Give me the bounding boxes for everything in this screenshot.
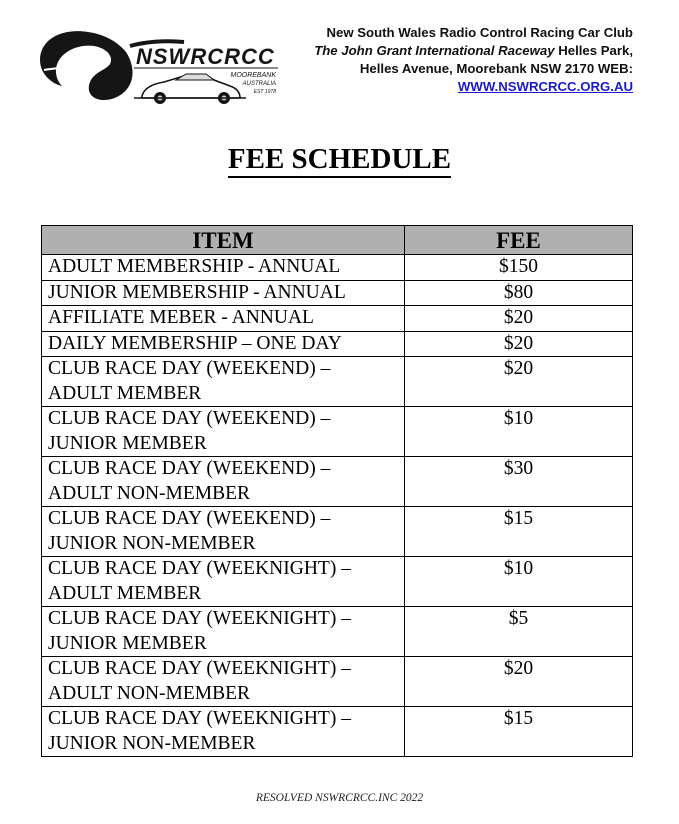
fee-item-line: DAILY MEMBERSHIP – ONE DAY: [48, 332, 342, 354]
fee-amount-cell: $15: [405, 707, 633, 757]
logo-location: MOOREBANK: [230, 72, 276, 79]
club-info: [233, 24, 633, 96]
fee-amount-cell: $20: [405, 657, 633, 707]
fee-item-cell: [42, 507, 405, 557]
raceway-line: [233, 42, 633, 60]
fee-amount-cell: $20: [405, 357, 633, 407]
fee-item-cell: [42, 331, 405, 357]
page-title-text: FEE SCHEDULE: [228, 143, 451, 178]
fee-table-row: [42, 507, 633, 557]
fee-item-line: JUNIOR NON-MEMBER: [48, 532, 256, 554]
fee-amount-cell: $20: [405, 331, 633, 357]
fee-item-line: ADULT MEMBER: [48, 582, 202, 604]
raceway-name: The John Grant International Raceway: [314, 43, 555, 58]
fee-amount-cell: $30: [405, 457, 633, 507]
fee-amount-cell: $150: [405, 255, 633, 281]
fee-item-line: AFFILIATE MEBER - ANNUAL: [48, 307, 314, 328]
fee-item-line: CLUB RACE DAY (WEEKNIGHT) –: [48, 708, 351, 729]
fee-item-cell: [42, 707, 405, 757]
fee-item-line: JUNIOR NON-MEMBER: [48, 732, 256, 754]
fee-table-row: [42, 255, 633, 281]
fee-table-row: [42, 657, 633, 707]
fee-item-line: ADULT MEMBER: [48, 382, 202, 404]
logo-wordmark: NSWRCRCC: [136, 44, 275, 69]
fee-item-line: CLUB RACE DAY (WEEKEND) –: [48, 508, 331, 529]
fee-item-cell: [42, 657, 405, 707]
website-link[interactable]: WWW.NSWRCRCC.ORG.AU: [457, 79, 633, 94]
fee-table-row: [42, 607, 633, 657]
logo-established: EST 1978: [253, 89, 276, 95]
footer-note: RESOLVED NSWRCRCC.INC 2022: [255, 792, 424, 804]
fee-item-cell: [42, 457, 405, 507]
item-column-header: ITEM: [42, 226, 405, 255]
fee-table-header: [42, 226, 633, 255]
fee-item-line: CLUB RACE DAY (WEEKNIGHT) –: [48, 558, 351, 579]
fee-table: [41, 225, 633, 757]
fee-item-line: JUNIOR MEMBERSHIP - ANNUAL: [48, 281, 346, 303]
fee-table-row: [42, 306, 633, 332]
fee-table-row: [42, 407, 633, 457]
fee-item-line: CLUB RACE DAY (WEEKNIGHT) –: [48, 658, 351, 679]
fee-item-cell: [42, 255, 405, 281]
fee-item-cell: [42, 280, 405, 306]
fee-amount-cell: $15: [405, 507, 633, 557]
fee-item-line: JUNIOR MEMBER: [48, 432, 207, 454]
fee-item-cell: [42, 607, 405, 657]
fee-table-row: [42, 707, 633, 757]
fee-table-row: [42, 357, 633, 407]
fee-item-line: CLUB RACE DAY (WEEKEND) –: [48, 458, 331, 479]
fee-item-cell: [42, 407, 405, 457]
fee-amount-cell: $80: [405, 280, 633, 306]
fee-item-cell: [42, 557, 405, 607]
fee-table-row: [42, 280, 633, 306]
fee-item-line: CLUB RACE DAY (WEEKEND) –: [48, 358, 331, 379]
fee-item-cell: [42, 357, 405, 407]
fee-item-line: ADULT NON-MEMBER: [48, 482, 251, 504]
fee-amount-cell: $10: [405, 407, 633, 457]
fee-amount-cell: $20: [405, 306, 633, 332]
fee-table-body: [42, 255, 633, 757]
fee-table-row: [42, 557, 633, 607]
raceway-suffix: Helles Park,: [554, 43, 633, 58]
fee-item-line: CLUB RACE DAY (WEEKNIGHT) –: [48, 608, 351, 629]
fee-amount-cell: $10: [405, 557, 633, 607]
fee-item-line: ADULT NON-MEMBER: [48, 682, 251, 704]
fee-item-line: JUNIOR MEMBER: [48, 632, 207, 654]
fee-amount-cell: $5: [405, 607, 633, 657]
club-name: New South Wales Radio Control Racing Car Club: [326, 25, 633, 40]
fee-item-line: CLUB RACE DAY (WEEKEND) –: [48, 408, 331, 429]
club-address: Helles Avenue, Moorebank NSW 2170 WEB:: [359, 61, 633, 76]
fee-item-line: ADULT MEMBERSHIP - ANNUAL: [48, 256, 341, 277]
fee-table-row: [42, 457, 633, 507]
page-title: [0, 141, 679, 177]
fee-table-row: [42, 331, 633, 357]
fee-column-header: FEE: [405, 226, 633, 255]
logo-country: AUSTRALIA: [242, 81, 276, 87]
fee-item-cell: [42, 306, 405, 332]
